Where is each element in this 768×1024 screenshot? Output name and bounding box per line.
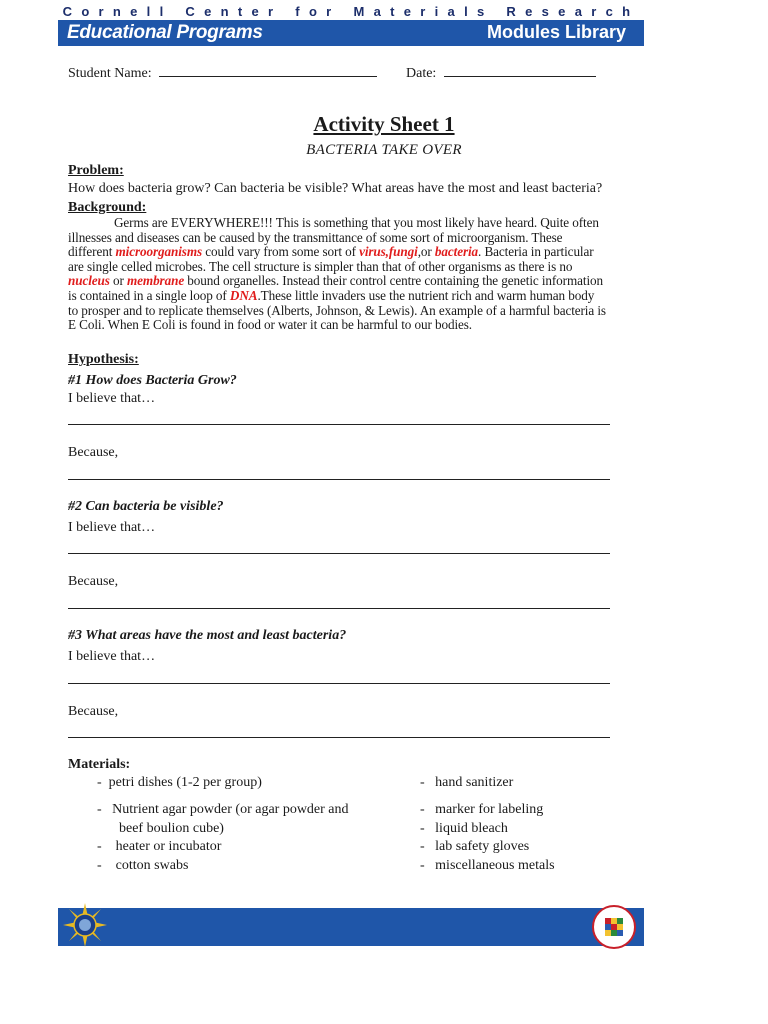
question-3: #3 What areas have the most and least bacteria?	[68, 628, 347, 643]
bg-line: illnesses and diseases can be caused by the transmittance of some sort of microorganism. These	[68, 229, 563, 245]
because-label: Because,	[68, 704, 119, 719]
bg-line: are single celled microbes. The cell structure is simpler than that of other organisms as there is no	[68, 258, 573, 274]
materials-heading: Materials:	[68, 757, 131, 772]
date-field[interactable]	[444, 62, 596, 77]
nsf-logo-icon	[63, 903, 107, 947]
background-heading: Background:	[68, 200, 147, 215]
question-1: #1 How does Bacteria Grow?	[68, 373, 237, 388]
answer-line[interactable]	[68, 479, 610, 480]
header-bar	[58, 20, 644, 46]
page-title: Activity Sheet 1	[313, 112, 455, 136]
term-dna: DNA	[229, 287, 258, 303]
problem-heading: Problem:	[68, 163, 124, 178]
problem-text: How does bacteria grow? Can bacteria be visible? What areas have the most and least bacteria?	[68, 181, 603, 196]
background-text	[68, 216, 698, 333]
material-item: - miscellaneous metals	[420, 858, 555, 873]
material-item: - liquid bleach	[420, 821, 508, 836]
believe-label: I believe that…	[68, 520, 156, 535]
term-nucleus: nucleus	[68, 273, 110, 289]
answer-line[interactable]	[68, 608, 610, 609]
term-microorganisms: microorganisms	[115, 244, 203, 260]
bg-line: nucleus or membrane bound organelles. Instead their control centre containing the genetic information	[68, 273, 603, 289]
term-bacteria: bacteria	[434, 244, 479, 260]
answer-line[interactable]	[68, 553, 610, 554]
material-item: - petri dishes (1-2 per group)	[97, 775, 262, 790]
bg-line: to prosper and to replicate themselves (Alberts, Johnson, & Lewis). An example of a harmful bacteria is	[68, 302, 606, 318]
because-label: Because,	[68, 445, 119, 460]
material-item: - Nutrient agar powder (or agar powder and	[97, 802, 349, 817]
question-2: #2 Can bacteria be visible?	[68, 499, 224, 514]
student-name-field[interactable]	[159, 62, 377, 77]
footer-bar	[58, 908, 644, 946]
student-name-label: Student Name:	[68, 66, 152, 81]
bg-line: Germs are EVERYWHERE!!! This is something that you most likely have heard. Quite often	[114, 215, 599, 230]
material-item: - marker for labeling	[420, 802, 544, 817]
believe-label: I believe that…	[68, 649, 156, 664]
date-row	[406, 62, 596, 82]
library-title: Modules Library	[486, 22, 626, 42]
material-item: - cotton swabs	[97, 858, 189, 873]
bg-line: E Coli. When E Coli is found in food or water it can be harmful to our bodies.	[68, 317, 472, 333]
program-title: Educational Programs	[67, 22, 263, 43]
student-name-row	[68, 62, 377, 82]
date-label: Date:	[406, 66, 437, 81]
page-subtitle: BACTERIA TAKE OVER	[306, 142, 462, 158]
material-item: - heater or incubator	[97, 839, 222, 854]
hypothesis-heading: Hypothesis:	[68, 352, 139, 367]
term-membrane: membrane	[127, 273, 185, 289]
bg-line: is contained in a single loop of DNA.These little invaders use the nutrient rich and warm human body	[68, 287, 595, 303]
ccmr-logo-icon	[592, 905, 636, 949]
bg-line: different microorganisms could vary from some sort of virus,fungi,or bacteria. Bacteria in particular	[68, 244, 594, 260]
believe-label: I believe that…	[68, 391, 156, 406]
answer-line[interactable]	[68, 737, 610, 738]
answer-line[interactable]	[68, 424, 610, 425]
org-name: Cornell Center for Materials Research	[62, 4, 640, 19]
answer-line[interactable]	[68, 683, 610, 684]
because-label: Because,	[68, 574, 119, 589]
material-item: - hand sanitizer	[420, 775, 514, 790]
material-item: - lab safety gloves	[420, 839, 530, 854]
term-virus-fungi: virus,fungi	[359, 244, 418, 260]
material-item-cont: beef boulion cube)	[119, 821, 224, 836]
